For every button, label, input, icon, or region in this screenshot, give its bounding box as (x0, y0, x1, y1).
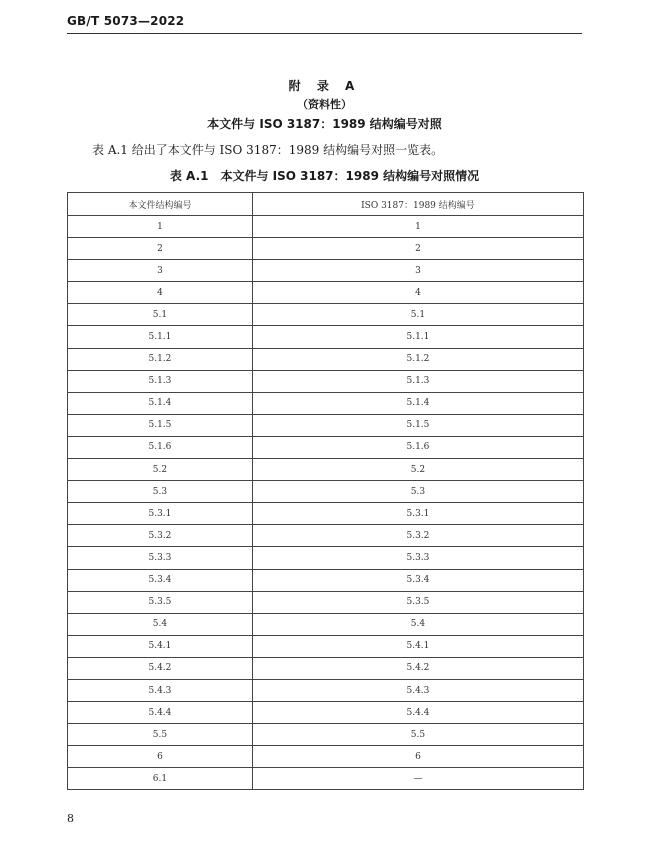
cell-iso: 5.1.4 (252, 392, 583, 414)
table-row (68, 746, 584, 768)
table-row (68, 348, 584, 370)
table-row (68, 459, 584, 481)
cell-iso: 5.3.5 (252, 591, 583, 613)
table-row (68, 768, 584, 790)
cell-this-document: 5.1.6 (68, 436, 253, 458)
cell-this-document: 5.5 (68, 724, 253, 746)
cell-iso: 5.4.1 (252, 635, 583, 657)
cell-iso: 5.3.1 (252, 503, 583, 525)
table-row (68, 370, 584, 392)
cell-this-document: 5.3.5 (68, 591, 253, 613)
cell-this-document: 5.3 (68, 481, 253, 503)
cell-this-document: 5.2 (68, 459, 253, 481)
table-row (68, 613, 584, 635)
cell-this-document: 5.1.1 (68, 326, 253, 348)
cell-this-document: 6 (68, 746, 253, 768)
cell-this-document: 5.3.1 (68, 503, 253, 525)
cell-iso: 5.1.5 (252, 414, 583, 436)
cell-iso: 5.1.3 (252, 370, 583, 392)
cell-this-document: 5.3.4 (68, 569, 253, 591)
table-row (68, 679, 584, 701)
cell-iso: 5.1.2 (252, 348, 583, 370)
cell-iso: 5.3.4 (252, 569, 583, 591)
table-row (68, 569, 584, 591)
annex-type: （资料性） (297, 98, 352, 111)
table-row (68, 724, 584, 746)
cell-this-document: 5.1.4 (68, 392, 253, 414)
table-row (68, 702, 584, 724)
cell-iso: 5.2 (252, 459, 583, 481)
cell-this-document: 2 (68, 238, 253, 260)
table-row (68, 503, 584, 525)
cell-this-document: 3 (68, 260, 253, 282)
cell-this-document: 5.4.1 (68, 635, 253, 657)
annex-title: 附 录 A (288, 79, 361, 93)
cell-iso: 6 (252, 746, 583, 768)
table-body (68, 216, 584, 790)
table-row (68, 547, 584, 569)
cell-this-document: 5.1.2 (68, 348, 253, 370)
cell-this-document: 4 (68, 282, 253, 304)
cell-this-document: 5.3.2 (68, 525, 253, 547)
table-row (68, 635, 584, 657)
table-row (68, 481, 584, 503)
table-header-row (68, 193, 584, 216)
cell-iso: 5.3.3 (252, 547, 583, 569)
table-row (68, 525, 584, 547)
table-row (68, 260, 584, 282)
cell-this-document: 5.4.4 (68, 702, 253, 724)
table-row (68, 591, 584, 613)
table-row (68, 282, 584, 304)
cell-iso: 5.4.2 (252, 657, 583, 679)
cell-iso: 1 (252, 216, 583, 238)
cell-this-document: 1 (68, 216, 253, 238)
table-row (68, 304, 584, 326)
cell-this-document: 6.1 (68, 768, 253, 790)
cell-this-document: 5.4.3 (68, 679, 253, 701)
cell-this-document: 5.1 (68, 304, 253, 326)
cell-iso: 5.4 (252, 613, 583, 635)
cell-iso: 3 (252, 260, 583, 282)
cell-iso: — (252, 768, 583, 790)
table-row (68, 238, 584, 260)
header-divider (67, 33, 582, 34)
intro-paragraph: 表 A.1 给出了本文件与 ISO 3187：1989 结构编号对照一览表。 (92, 143, 444, 157)
cell-this-document: 5.1.5 (68, 414, 253, 436)
header-iso: ISO 3187：1989 结构编号 (252, 193, 583, 216)
table-caption: 表 A.1 本文件与 ISO 3187：1989 结构编号对照情况 (169, 169, 480, 183)
header-this-document: 本文件结构编号 (68, 193, 253, 216)
cell-iso: 5.1.6 (252, 436, 583, 458)
table-row (68, 657, 584, 679)
annex-name: 本文件与 ISO 3187：1989 结构编号对照 (207, 117, 442, 131)
cell-iso: 5.5 (252, 724, 583, 746)
cell-iso: 4 (252, 282, 583, 304)
cell-this-document: 5.1.3 (68, 370, 253, 392)
cell-iso: 5.3.2 (252, 525, 583, 547)
cell-this-document: 5.4 (68, 613, 253, 635)
table-row (68, 436, 584, 458)
table-row (68, 392, 584, 414)
cell-iso: 5.4.3 (252, 679, 583, 701)
page-number: 8 (67, 812, 74, 825)
cell-iso: 5.1 (252, 304, 583, 326)
cell-iso: 5.1.1 (252, 326, 583, 348)
cell-iso: 5.3 (252, 481, 583, 503)
cell-iso: 2 (252, 238, 583, 260)
table-row (68, 414, 584, 436)
table-row (68, 216, 584, 238)
table-row (68, 326, 584, 348)
standard-code: GB/T 5073—2022 (67, 14, 185, 28)
cell-this-document: 5.4.2 (68, 657, 253, 679)
comparison-table (67, 192, 584, 790)
cell-iso: 5.4.4 (252, 702, 583, 724)
cell-this-document: 5.3.3 (68, 547, 253, 569)
